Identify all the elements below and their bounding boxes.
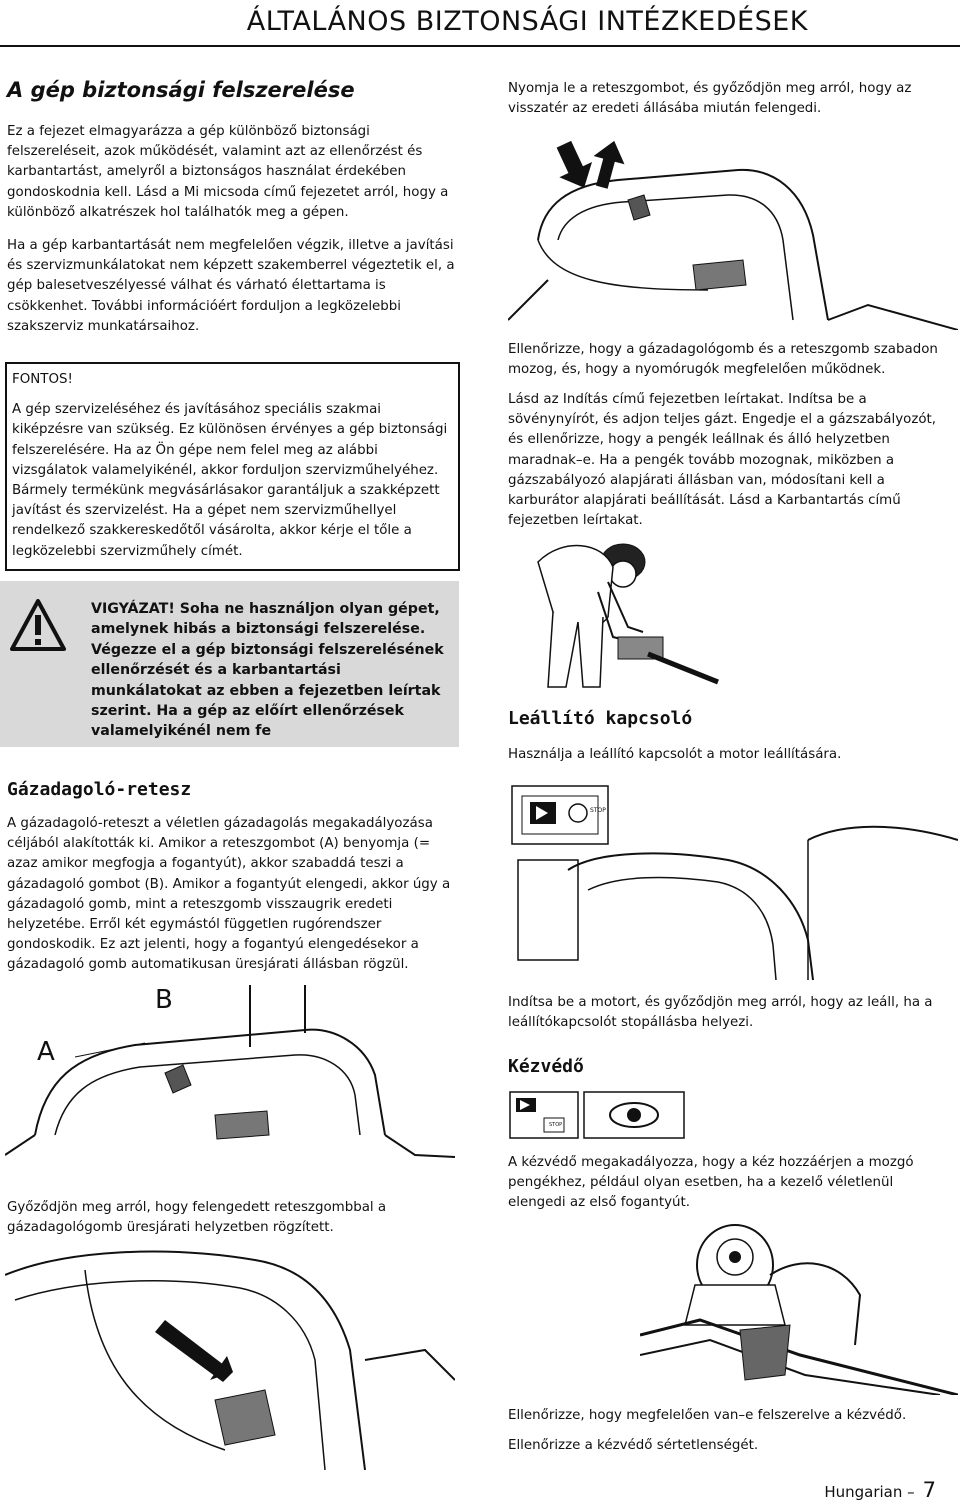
intro-paragraph: Ez a fejezet elmagyarázza a gép különböző biztonsági felszereléseit, azok működését, valamint azt az ellenőrzést és karbantartást, amelyről a biztonságos használat érdekében gondoskodnia kell. Lásd a Mi micsoda című fejezetet arról, hogy a különböző alkatrészek hol találhatók meg a gépen.	[7, 124, 449, 220]
footer-language: Hungarian –	[824, 1483, 915, 1501]
section-title-safety-equipment: A gép biztonsági felszerelése	[7, 78, 355, 102]
warning-text: VIGYÁZAT! Soha ne használjon olyan gépet, amelynek hibás a biztonsági felszerelése. Végezze el a gép biztonsági felszerelésének ellenőrzését és a karbantartási munkálatokat az ebben a fejezetben leírtak szerint. Ha a gép az előírt ellenőrzések valamelyikénél nem fe	[91, 601, 444, 740]
section-title-stop-switch: Leállító kapcsoló	[508, 708, 693, 729]
section-title-throttle-lock: Gázadagoló-retesz	[7, 779, 192, 800]
operator-figure	[508, 522, 723, 697]
page-title: ÁLTALÁNOS BIZTONSÁGI INTÉZKEDÉSEK	[246, 6, 808, 37]
label-b: B	[155, 985, 173, 1015]
page-footer	[824, 1478, 936, 1502]
hand-guard-figure	[640, 1215, 958, 1395]
header-rule	[0, 45, 960, 47]
press-lock-text: Nyomja le a reteszgombot, és győződjön meg arról, hogy az visszatér az eredeti állásába miután felengedi.	[508, 81, 912, 117]
notice-text: A gép szervizeléséhez és javításához speciális szakmai kiképzésre van szükség. Ez különösen érvényes a gép biztonsági felszerelésére. Ha az Ön gépe nem felel meg az alábbi vizsgálatok valamelyikénél, akkor forduljon szervizműhelyéhez. Bármely termékünk megvásárlásakor garantáljuk a szakképzett javítást és szervizelést. Ha a gépet nem szervizműhellyel rendelkező szakkereskedőtől vásárolta, akkor kérje el tőle a legközelebbi szervizműhely címét.	[12, 402, 448, 559]
hand-guard-check-1: Ellenőrizze, hogy megfelelően van–e felszerelve a kézvédő.	[508, 1408, 907, 1423]
throttle-lock-caption: Győződjön meg arról, hogy felengedett reteszgombbal a gázadagológomb üresjárati helyzetben rögzített.	[7, 1200, 387, 1236]
notice-label: FONTOS!	[12, 372, 73, 387]
section-title-hand-guard: Kézvédő	[508, 1056, 584, 1077]
stop-switch-text: Használja a leállító kapcsolót a motor leállítására.	[508, 747, 842, 762]
stop-switch-figure	[508, 780, 958, 980]
warning-box	[0, 581, 459, 747]
start-check-text: Lásd az Indítás című fejezetben leírtakat. Indítsa be a sövénynyírót, és adjon teljes gázt. Engedje el a gázszabályozót, és ellenőrizze, hogy a pengék leállnak és álló helyzetben maradnak–e. Ha a pengék tovább mozognak, miközben a gázszabályozó alapjárati állásban van, módosítani kell a karburátor alapjárati beállítását. Lásd a Karbantartás című fejezetben leírtakat.	[508, 392, 937, 529]
page-number: 7	[922, 1478, 936, 1502]
throttle-lock-figure	[5, 985, 455, 1175]
label-a: A	[37, 1037, 55, 1067]
hand-guard-text: A kézvédő megakadályozza, hogy a kéz hozzáérjen a mozgó pengékhez, például olyan esetben, ha a kezelő véletlenül elengedi az első fogantyút.	[508, 1155, 914, 1211]
hand-guard-check-2: Ellenőrizze a kézvédő sértetlenségét.	[508, 1438, 759, 1453]
handle-release-figure	[5, 1240, 455, 1470]
warning-triangle-icon	[10, 599, 66, 651]
check-springs-text: Ellenőrizze, hogy a gázadagológomb és a reteszgomb szabadon mozog, és, hogy a nyomórugók megfelelően működnek.	[508, 342, 938, 378]
page-header	[0, 0, 960, 48]
hand-guard-pictograms	[508, 1090, 688, 1142]
press-lock-figure	[508, 130, 958, 330]
important-notice-box	[5, 362, 460, 571]
maintenance-paragraph: Ha a gép karbantartását nem megfelelően végzik, illetve a javítási és szervizmunkálatokat nem képzett szakemberrel végeztetik el, a gép balesetveszélyessé válhat és várható élettartama is csökkenhet. További információért forduljon a legközelebbi szakszerviz munkatársaihoz.	[7, 238, 455, 334]
stop-icon-label: STOP	[590, 807, 606, 814]
hand-guard-stop-label: STOP	[549, 1122, 563, 1128]
stop-switch-caption: Indítsa be a motort, és győződjön meg arról, hogy az leáll, ha a leállítókapcsolót stopállásba helyezi.	[508, 995, 933, 1031]
throttle-lock-paragraph: A gázadagoló-reteszt a véletlen gázadagolás megakadályozása céljából alakították ki. Amikor a reteszgombot (A) benyomja (= azaz amikor megfogja a fogantyút), akkor szabaddá teszi a gázadagoló gombot (B). Amikor a fogantyút elengedi, akkor úgy a gázadagoló gomb, mint a reteszgomb visszaugrik eredeti helyzetébe. Erről két egymástól független rugórendszer gondoskodik. Ez azt jelenti, hogy a fogantyú elengedésekor a gázadagoló gomb automatikusan üresjárati állásban rögzül.	[7, 816, 451, 973]
